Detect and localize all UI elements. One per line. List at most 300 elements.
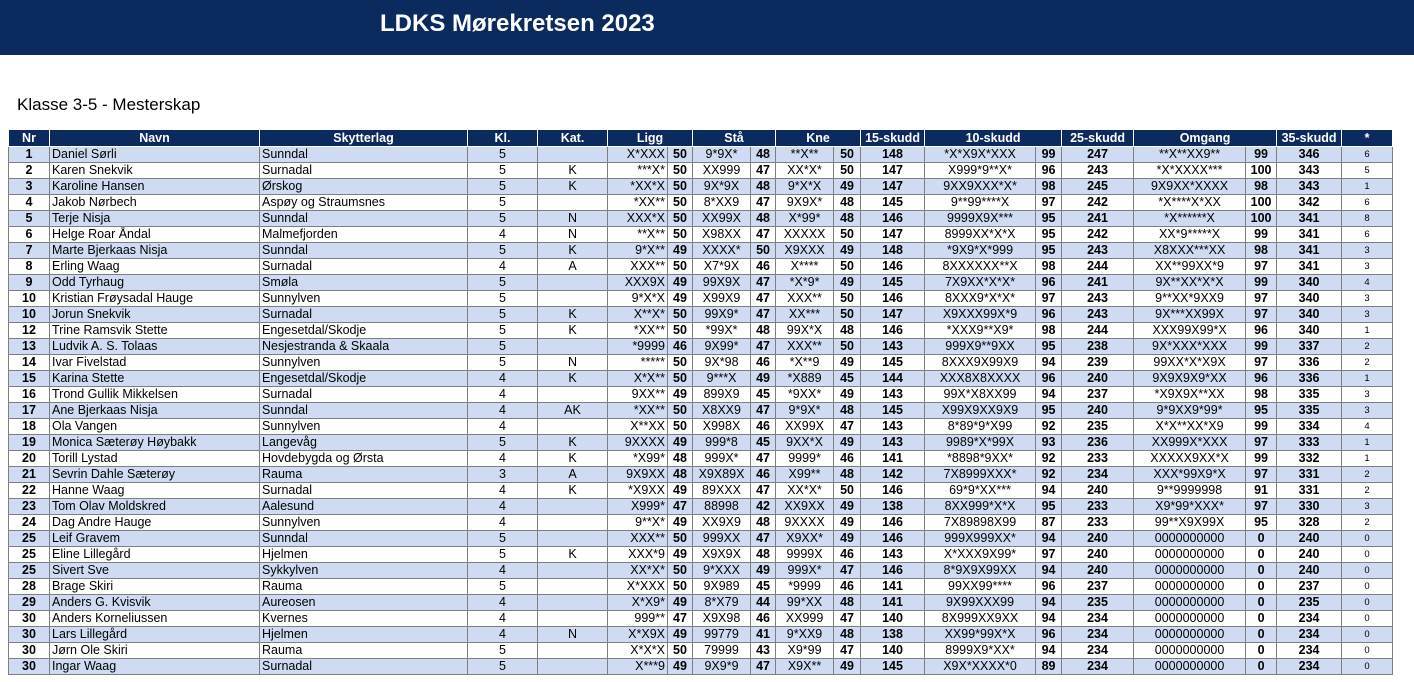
cell-kne-sum: 47 [834, 611, 861, 627]
cell-kne-sum: 48 [834, 211, 861, 227]
cell-ligg-series: XXX** [608, 259, 668, 275]
table-row [9, 451, 1393, 467]
cell-10-skudd-series: 9**99****X [925, 195, 1036, 211]
cell-15-skudd: 141 [861, 595, 925, 611]
cell-navn: Trond Gullik Mikkelsen [50, 387, 260, 403]
cell-skytterlag: Rauma [260, 467, 468, 483]
cell-10-skudd-sum: 95 [1036, 211, 1062, 227]
cell-sta-series: X9X98 [693, 611, 751, 627]
cell-35-skudd: 235 [1277, 595, 1342, 611]
cell-omgang-sum: 0 [1246, 627, 1277, 643]
cell-kategori [538, 339, 608, 355]
cell-omgang-series: 0000000000 [1134, 659, 1246, 675]
cell-10-skudd-series: X9X*XXXX*0 [925, 659, 1036, 675]
cell-kne-sum: 49 [834, 659, 861, 675]
cell-15-skudd: 145 [861, 195, 925, 211]
cell-kategori [538, 659, 608, 675]
cell-klasse: 5 [468, 547, 538, 563]
cell-omgang-sum: 99 [1246, 451, 1277, 467]
cell-25-skudd: 234 [1062, 467, 1134, 483]
cell-sta-series: 89XXX [693, 483, 751, 499]
cell-klasse: 5 [468, 643, 538, 659]
class-subtitle: Klasse 3-5 - Mesterskap [17, 95, 201, 114]
cell-omgang-sum: 99 [1246, 147, 1277, 163]
cell-10-skudd-series: 9XX9XXX*X* [925, 179, 1036, 195]
cell-15-skudd: 146 [861, 483, 925, 499]
cell-10-skudd-sum: 94 [1036, 611, 1062, 627]
cell-klasse: 5 [468, 243, 538, 259]
cell-omgang-sum: 96 [1246, 323, 1277, 339]
cell-kne-series: *9999 [776, 579, 834, 595]
cell-15-skudd: 143 [861, 435, 925, 451]
cell-kategori: AK [538, 403, 608, 419]
cell-25-skudd: 240 [1062, 483, 1134, 499]
cell-nr: 29 [9, 595, 50, 611]
cell-35-skudd: 343 [1277, 179, 1342, 195]
cell-kne-sum: 47 [834, 563, 861, 579]
cell-ligg-series: X*X9* [608, 595, 668, 611]
cell-omgang-sum: 100 [1246, 195, 1277, 211]
cell-sta-sum: 47 [751, 531, 776, 547]
cell-15-skudd: 141 [861, 451, 925, 467]
cell-navn: Marte Bjerkaas Nisja [50, 243, 260, 259]
cell-kategori: N [538, 211, 608, 227]
cell-sta-series: XXXX* [693, 243, 751, 259]
cell-omgang-sum: 98 [1246, 387, 1277, 403]
cell-ligg-series: XXX** [608, 531, 668, 547]
cell-star: 1 [1342, 435, 1393, 451]
cell-35-skudd: 330 [1277, 499, 1342, 515]
cell-kne-series: *X**9 [776, 355, 834, 371]
cell-kne-sum: 48 [834, 627, 861, 643]
table-row [9, 211, 1393, 227]
cell-ligg-series: 9*X** [608, 243, 668, 259]
cell-sta-series: 9*9X* [693, 147, 751, 163]
cell-10-skudd-series: 9999X9X*** [925, 211, 1036, 227]
cell-sta-series: X9X9X [693, 547, 751, 563]
table-header-row [9, 130, 1393, 147]
cell-35-skudd: 331 [1277, 467, 1342, 483]
cell-ligg-sum: 49 [668, 659, 693, 675]
cell-omgang-series: 9X9XX*XXXX [1134, 179, 1246, 195]
cell-klasse: 5 [468, 323, 538, 339]
cell-10-skudd-series: X999*9**X* [925, 163, 1036, 179]
cell-25-skudd: 233 [1062, 451, 1134, 467]
cell-omgang-sum: 99 [1246, 339, 1277, 355]
cell-nr: 21 [9, 467, 50, 483]
cell-ligg-series: X*XXX [608, 147, 668, 163]
cell-35-skudd: 334 [1277, 419, 1342, 435]
cell-kategori [538, 611, 608, 627]
table-row [9, 595, 1393, 611]
cell-kne-series: 9XXXX [776, 515, 834, 531]
table-row [9, 611, 1393, 627]
cell-ligg-series: 9X9XX [608, 467, 668, 483]
cell-15-skudd: 146 [861, 291, 925, 307]
cell-ligg-series: XXX*9 [608, 547, 668, 563]
cell-navn: Lars Lillegård [50, 627, 260, 643]
cell-sta-sum: 47 [751, 403, 776, 419]
cell-10-skudd-sum: 96 [1036, 371, 1062, 387]
cell-omgang-sum: 97 [1246, 435, 1277, 451]
cell-kne-series: X9*99 [776, 643, 834, 659]
cell-sta-sum: 47 [751, 195, 776, 211]
cell-kne-series: X9XX* [776, 531, 834, 547]
cell-navn: Jakob Nørbech [50, 195, 260, 211]
cell-10-skudd-sum: 95 [1036, 243, 1062, 259]
cell-klasse: 4 [468, 371, 538, 387]
cell-navn: Erling Waag [50, 259, 260, 275]
cell-kne-sum: 46 [834, 547, 861, 563]
col-header-navn: Navn [50, 130, 260, 147]
cell-kne-sum: 49 [834, 243, 861, 259]
cell-25-skudd: 243 [1062, 163, 1134, 179]
cell-skytterlag: Surnadal [260, 163, 468, 179]
cell-skytterlag: Rauma [260, 643, 468, 659]
cell-klasse: 4 [468, 419, 538, 435]
cell-omgang-sum: 0 [1246, 531, 1277, 547]
cell-ligg-sum: 50 [668, 307, 693, 323]
cell-navn: Ane Bjerkaas Nisja [50, 403, 260, 419]
cell-ligg-series: 9XXXX [608, 435, 668, 451]
cell-omgang-series: XX**99XX*9 [1134, 259, 1246, 275]
cell-omgang-sum: 95 [1246, 515, 1277, 531]
cell-25-skudd: 242 [1062, 195, 1134, 211]
cell-klasse: 5 [468, 531, 538, 547]
cell-35-skudd: 234 [1277, 627, 1342, 643]
cell-ligg-sum: 47 [668, 499, 693, 515]
cell-35-skudd: 240 [1277, 531, 1342, 547]
cell-star: 0 [1342, 627, 1393, 643]
cell-omgang-series: XXX*99X9*X [1134, 467, 1246, 483]
cell-ligg-series: X*X9X [608, 627, 668, 643]
cell-25-skudd: 237 [1062, 387, 1134, 403]
table-row [9, 547, 1393, 563]
cell-navn: Karen Snekvik [50, 163, 260, 179]
cell-sta-series: 99X9* [693, 307, 751, 323]
table-row [9, 515, 1393, 531]
cell-star: 6 [1342, 227, 1393, 243]
cell-omgang-sum: 0 [1246, 563, 1277, 579]
cell-kne-sum: 49 [834, 531, 861, 547]
cell-10-skudd-sum: 95 [1036, 339, 1062, 355]
cell-ligg-sum: 50 [668, 355, 693, 371]
cell-sta-sum: 45 [751, 435, 776, 451]
cell-skytterlag: Kvernes [260, 611, 468, 627]
cell-25-skudd: 234 [1062, 627, 1134, 643]
cell-25-skudd: 233 [1062, 515, 1134, 531]
cell-10-skudd-series: 99X*X8XX99 [925, 387, 1036, 403]
cell-ligg-sum: 49 [668, 515, 693, 531]
cell-35-skudd: 340 [1277, 323, 1342, 339]
cell-10-skudd-sum: 94 [1036, 643, 1062, 659]
cell-10-skudd-series: 99XX99**** [925, 579, 1036, 595]
cell-nr: 30 [9, 643, 50, 659]
cell-kne-sum: 49 [834, 499, 861, 515]
cell-klasse: 5 [468, 163, 538, 179]
cell-kne-sum: 50 [834, 483, 861, 499]
cell-kategori [538, 515, 608, 531]
cell-kne-sum: 48 [834, 195, 861, 211]
cell-25-skudd: 243 [1062, 307, 1134, 323]
cell-star: 3 [1342, 403, 1393, 419]
table-row [9, 419, 1393, 435]
cell-kne-series: 9999X [776, 547, 834, 563]
cell-25-skudd: 243 [1062, 243, 1134, 259]
cell-ligg-series: XXX9X [608, 275, 668, 291]
cell-star: 0 [1342, 643, 1393, 659]
cell-15-skudd: 145 [861, 659, 925, 675]
cell-kne-sum: 49 [834, 275, 861, 291]
cell-nr: 25 [9, 531, 50, 547]
cell-navn: Sivert Sve [50, 563, 260, 579]
cell-25-skudd: 240 [1062, 371, 1134, 387]
cell-sta-sum: 49 [751, 563, 776, 579]
cell-25-skudd: 235 [1062, 419, 1134, 435]
cell-navn: Anders G. Kvisvik [50, 595, 260, 611]
cell-nr: 10 [9, 291, 50, 307]
cell-ligg-sum: 49 [668, 595, 693, 611]
cell-25-skudd: 240 [1062, 563, 1134, 579]
cell-klasse: 4 [468, 563, 538, 579]
table-row [9, 323, 1393, 339]
cell-kategori [538, 147, 608, 163]
cell-kategori: A [538, 467, 608, 483]
cell-kategori [538, 579, 608, 595]
cell-navn: Karoline Hansen [50, 179, 260, 195]
cell-skytterlag: Langevåg [260, 435, 468, 451]
table-row [9, 179, 1393, 195]
cell-star: 1 [1342, 451, 1393, 467]
cell-ligg-series: X***9 [608, 659, 668, 675]
cell-kategori [538, 291, 608, 307]
cell-omgang-sum: 99 [1246, 227, 1277, 243]
cell-kategori [538, 531, 608, 547]
cell-star: 3 [1342, 243, 1393, 259]
cell-kne-series: XX9XX [776, 499, 834, 515]
cell-ligg-sum: 49 [668, 275, 693, 291]
cell-skytterlag: Surnadal [260, 259, 468, 275]
table-row [9, 643, 1393, 659]
cell-35-skudd: 237 [1277, 579, 1342, 595]
cell-navn: Anders Korneliussen [50, 611, 260, 627]
cell-kne-series: X**** [776, 259, 834, 275]
cell-sta-sum: 47 [751, 339, 776, 355]
cell-10-skudd-series: 8XXX9*X*X* [925, 291, 1036, 307]
table-row [9, 355, 1393, 371]
cell-10-skudd-series: 8999XX*X*X [925, 227, 1036, 243]
cell-nr: 30 [9, 627, 50, 643]
cell-sta-series: 79999 [693, 643, 751, 659]
cell-10-skudd-series: 8XXXXXX**X [925, 259, 1036, 275]
cell-10-skudd-series: 9989*X*99X [925, 435, 1036, 451]
cell-klasse: 4 [468, 227, 538, 243]
cell-ligg-series: *9999 [608, 339, 668, 355]
cell-omgang-sum: 95 [1246, 403, 1277, 419]
cell-10-skudd-series: 7X89898X99 [925, 515, 1036, 531]
cell-nr: 16 [9, 387, 50, 403]
cell-star: 6 [1342, 195, 1393, 211]
table-row [9, 579, 1393, 595]
cell-sta-sum: 48 [751, 179, 776, 195]
cell-klasse: 5 [468, 211, 538, 227]
cell-35-skudd: 337 [1277, 339, 1342, 355]
cell-klasse: 5 [468, 579, 538, 595]
cell-35-skudd: 341 [1277, 259, 1342, 275]
cell-omgang-series: XX999X*XXX [1134, 435, 1246, 451]
cell-10-skudd-series: XX99*99X*X [925, 627, 1036, 643]
cell-10-skudd-sum: 96 [1036, 163, 1062, 179]
cell-kne-sum: 50 [834, 227, 861, 243]
cell-navn: Ivar Fivelstad [50, 355, 260, 371]
cell-kne-sum: 50 [834, 339, 861, 355]
cell-10-skudd-sum: 94 [1036, 355, 1062, 371]
col-header-klasse: Kl. [468, 130, 538, 147]
cell-omgang-series: 9X9X9X9*XX [1134, 371, 1246, 387]
cell-klasse: 4 [468, 403, 538, 419]
cell-10-skudd-series: 8999X9*XX* [925, 643, 1036, 659]
cell-star: 1 [1342, 179, 1393, 195]
cell-navn: Trine Ramsvik Stette [50, 323, 260, 339]
cell-kne-sum: 48 [834, 323, 861, 339]
cell-navn: Ludvik A. S. Tolaas [50, 339, 260, 355]
cell-ligg-sum: 49 [668, 435, 693, 451]
cell-star: 2 [1342, 483, 1393, 499]
cell-omgang-series: 0000000000 [1134, 611, 1246, 627]
cell-kne-sum: 47 [834, 643, 861, 659]
cell-ligg-sum: 47 [668, 611, 693, 627]
cell-kne-series: X*99* [776, 211, 834, 227]
cell-35-skudd: 340 [1277, 307, 1342, 323]
cell-kne-series: XX*** [776, 307, 834, 323]
col-header-25-skudd: 25-skudd [1062, 130, 1134, 147]
cell-star: 2 [1342, 339, 1393, 355]
cell-omgang-series: X9*99*XXX* [1134, 499, 1246, 515]
cell-ligg-sum: 50 [668, 579, 693, 595]
cell-klasse: 4 [468, 451, 538, 467]
cell-klasse: 5 [468, 275, 538, 291]
cell-35-skudd: 234 [1277, 659, 1342, 675]
cell-star: 3 [1342, 387, 1393, 403]
cell-10-skudd-sum: 94 [1036, 595, 1062, 611]
cell-kne-sum: 46 [834, 451, 861, 467]
page-title: LDKS Mørekretsen 2023 [380, 10, 655, 37]
cell-10-skudd-series: 69*9*XX*** [925, 483, 1036, 499]
cell-klasse: 4 [468, 499, 538, 515]
cell-skytterlag: Sunnylven [260, 419, 468, 435]
cell-omgang-sum: 0 [1246, 643, 1277, 659]
cell-skytterlag: Sunnylven [260, 291, 468, 307]
col-header-ligg: Ligg [608, 130, 693, 147]
col-header-10-skudd: 10-skudd [925, 130, 1062, 147]
cell-15-skudd: 140 [861, 643, 925, 659]
cell-star: 3 [1342, 259, 1393, 275]
cell-sta-sum: 46 [751, 467, 776, 483]
cell-skytterlag: Surnadal [260, 387, 468, 403]
cell-nr: 12 [9, 323, 50, 339]
cell-omgang-series: 9X**XX*X*X [1134, 275, 1246, 291]
cell-omgang-sum: 0 [1246, 659, 1277, 675]
cell-15-skudd: 146 [861, 259, 925, 275]
cell-sta-sum: 48 [751, 147, 776, 163]
cell-kne-series: 9X9X* [776, 195, 834, 211]
cell-omgang-series: 0000000000 [1134, 643, 1246, 659]
cell-omgang-series: 9*9XX9*99* [1134, 403, 1246, 419]
cell-omgang-series: 9X***XX99X [1134, 307, 1246, 323]
cell-10-skudd-series: 8*89*9*X99 [925, 419, 1036, 435]
cell-omgang-series: 99**X9X99X [1134, 515, 1246, 531]
cell-star: 0 [1342, 579, 1393, 595]
cell-omgang-sum: 99 [1246, 419, 1277, 435]
header-bar [0, 0, 1414, 55]
cell-omgang-sum: 97 [1246, 291, 1277, 307]
cell-star: 2 [1342, 467, 1393, 483]
cell-kategori [538, 595, 608, 611]
cell-nr: 25 [9, 563, 50, 579]
cell-ligg-series: *XX** [608, 195, 668, 211]
cell-kne-series: 9XX*X [776, 435, 834, 451]
cell-35-skudd: 336 [1277, 355, 1342, 371]
cell-35-skudd: 234 [1277, 643, 1342, 659]
cell-kne-series: XXX** [776, 291, 834, 307]
cell-ligg-sum: 50 [668, 403, 693, 419]
cell-omgang-sum: 97 [1246, 307, 1277, 323]
cell-nr: 14 [9, 355, 50, 371]
cell-25-skudd: 235 [1062, 595, 1134, 611]
cell-nr: 18 [9, 419, 50, 435]
cell-25-skudd: 242 [1062, 227, 1134, 243]
cell-navn: Jørn Ole Skiri [50, 643, 260, 659]
col-header-omgang: Omgang [1134, 130, 1277, 147]
cell-omgang-sum: 100 [1246, 163, 1277, 179]
cell-10-skudd-sum: 93 [1036, 435, 1062, 451]
cell-skytterlag: Hovdebygda og Ørsta [260, 451, 468, 467]
table-row [9, 275, 1393, 291]
table-row [9, 531, 1393, 547]
cell-omgang-sum: 98 [1246, 243, 1277, 259]
cell-sta-series: 8*X79 [693, 595, 751, 611]
cell-35-skudd: 341 [1277, 227, 1342, 243]
cell-skytterlag: Surnadal [260, 483, 468, 499]
table-row [9, 227, 1393, 243]
cell-klasse: 5 [468, 179, 538, 195]
cell-ligg-sum: 49 [668, 243, 693, 259]
cell-omgang-series: 0000000000 [1134, 563, 1246, 579]
cell-kne-series: XX99X [776, 419, 834, 435]
cell-sta-series: 9X99* [693, 339, 751, 355]
cell-35-skudd: 333 [1277, 435, 1342, 451]
cell-sta-series: 899X9 [693, 387, 751, 403]
cell-35-skudd: 332 [1277, 451, 1342, 467]
cell-sta-sum: 47 [751, 483, 776, 499]
cell-klasse: 4 [468, 483, 538, 499]
cell-10-skudd-sum: 98 [1036, 179, 1062, 195]
cell-35-skudd: 240 [1277, 563, 1342, 579]
cell-15-skudd: 141 [861, 579, 925, 595]
cell-10-skudd-sum: 96 [1036, 275, 1062, 291]
cell-15-skudd: 145 [861, 355, 925, 371]
cell-ligg-series: 9**X* [608, 515, 668, 531]
cell-10-skudd-sum: 97 [1036, 547, 1062, 563]
cell-kne-series: X99** [776, 467, 834, 483]
col-header-kne: Kne [776, 130, 861, 147]
cell-nr: 10 [9, 307, 50, 323]
cell-ligg-sum: 49 [668, 627, 693, 643]
cell-star: 3 [1342, 499, 1393, 515]
cell-sta-series: 9*XXX [693, 563, 751, 579]
table-row [9, 339, 1393, 355]
cell-25-skudd: 241 [1062, 211, 1134, 227]
